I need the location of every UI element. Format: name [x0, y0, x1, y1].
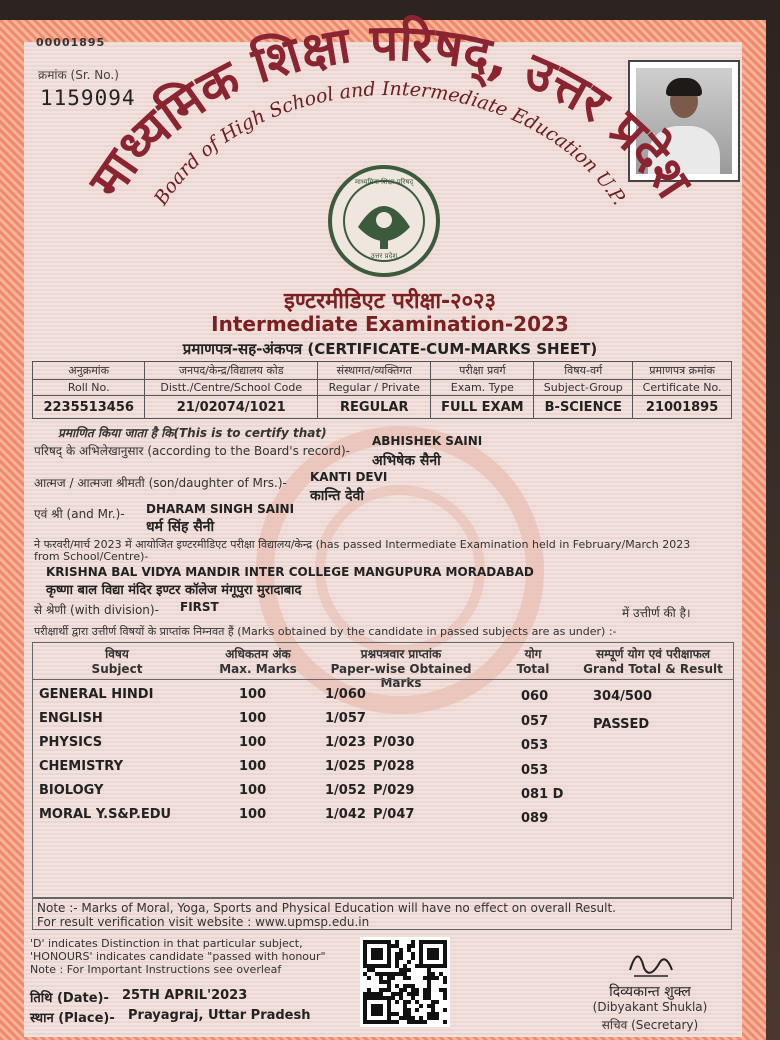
info-header-en: Regular / Private [318, 380, 431, 396]
subject-practical: P/047 [373, 807, 415, 822]
school-code: 21/02074/1021 [145, 396, 318, 419]
col-total-header: योग Total [516, 647, 550, 676]
board-title-english: Board of High School and Intermediate Education U.P. [149, 77, 631, 210]
info-header-row-english [33, 380, 732, 396]
footnote-instructions: Note : For Important Instructions see overleaf [30, 963, 282, 976]
subject-max: 100 [239, 783, 267, 798]
subject-name: PHYSICS [39, 735, 103, 750]
secretary-name-english: (Dibyakant Shukla) [592, 1000, 708, 1014]
subject-total: 089 [521, 811, 549, 826]
subject-paper: 1/042 [325, 807, 366, 822]
footnote-honours: 'HONOURS' indicates candidate "passed with honour" [30, 950, 326, 963]
candidate-info-table [32, 361, 732, 419]
subject-total: 081 D [521, 787, 564, 802]
footnote-distinction: 'D' indicates Distinction in that particular subject, [30, 937, 303, 950]
certify-line: प्रमाणित किया जाता है कि(This is to certify that) [58, 426, 327, 440]
roll-no: 2235513456 [33, 396, 145, 419]
subject-total: 057 [521, 714, 549, 729]
col-subject-header: विषय Subject [91, 647, 143, 676]
passed-line: ने फरवरी/मार्च 2023 में आयोजित इण्टरमीडिएट परीक्षा विद्यालय/केन्द्र (has passed Intermediate Examination held in February/March 2023 [34, 538, 691, 551]
board-title-hindi: माध्यमिक शिक्षा परिषद्, उत्तर प्रदेश [77, 13, 703, 209]
father-name-english: DHARAM SINGH SAINI [146, 502, 295, 516]
info-header-hi: विषय-वर्ग [534, 362, 633, 380]
subject-practical: P/029 [373, 783, 415, 798]
qr-code [360, 937, 450, 1027]
uttirn-text: में उत्तीर्ण की है। [622, 606, 691, 620]
regular-private: REGULAR [318, 396, 431, 419]
subject-paper: 1/023 [325, 735, 366, 750]
secretary-title: सचिव (Secretary) [601, 1018, 699, 1032]
subject-max: 100 [239, 759, 267, 774]
from-school-label: from School/Centre)- [34, 550, 149, 563]
father-name-hindi: धर्म सिंह सैनी [146, 519, 215, 535]
candidate-name-hindi: अभिषेक सैनी [372, 453, 441, 469]
info-header-row-hindi [33, 362, 732, 380]
sr-no-label: क्रमांक (Sr. No.) [38, 68, 119, 82]
sr-no-value: 1159094 [40, 86, 136, 110]
info-header-en: Exam. Type [431, 380, 534, 396]
subject-max: 100 [239, 687, 267, 702]
info-header-en: Certificate No. [633, 380, 732, 396]
exam-title-hindi: इण्टरमीडिएट परीक्षा-२०२३ [284, 289, 496, 314]
result-status: PASSED [593, 717, 650, 732]
note-box [32, 897, 732, 930]
info-value-row [33, 396, 732, 419]
subject-name: CHEMISTRY [39, 759, 124, 774]
subject-total: 053 [521, 763, 549, 778]
note-line-1: Note :- Marks of Moral, Yoga, Sports and Physical Education will have no effect on overall Result. [37, 901, 616, 915]
subject-name: ENGLISH [39, 711, 103, 726]
place-label: स्थान (Place)- [30, 1011, 115, 1026]
school-name-hindi: कृष्णा बाल विद्या मंदिर इण्टर कॉलेज मंगूपुरा मुरादाबाद [46, 583, 302, 598]
col-paper-header: प्रश्नपत्रवार प्राप्तांक Paper-wise Obtained Marks [330, 647, 472, 690]
info-header-hi: अनुक्रमांक [33, 362, 145, 380]
subject-paper: 1/025 [325, 759, 366, 774]
col-max-header: अधिकतम अंक Max. Marks [219, 647, 297, 676]
secretary-signature [620, 940, 680, 984]
exam-type: FULL EXAM [431, 396, 534, 419]
marks-intro-line: परीक्षार्थी द्वारा उत्तीर्ण विषयों के प्राप्तांक निम्नवत हैं (Marks obtained by the candidate in passed subjects are as under) :- [34, 625, 617, 638]
info-header-en: Distt./Centre/School Code [145, 380, 318, 396]
division-value: FIRST [180, 600, 219, 614]
subject-practical: P/030 [373, 735, 415, 750]
info-header-hi: संस्थागत/व्यक्तिगत [318, 362, 431, 380]
subject-name: BIOLOGY [39, 783, 104, 798]
subject-total: 053 [521, 738, 549, 753]
subject-max: 100 [239, 735, 267, 750]
issue-place: Prayagraj, Uttar Pradesh [128, 1008, 311, 1023]
secretary-name-hindi: दिव्यकान्त शुक्ल [609, 984, 691, 1000]
note-line-2: For result verification visit website : www.upmsp.edu.in [37, 915, 370, 929]
subject-name: GENERAL HINDI [39, 687, 154, 702]
seal-text-bottom: उत्तर प्रदेश [370, 252, 398, 260]
mother-name-hindi: कान्ति देवी [310, 488, 365, 504]
info-header-hi: प्रमाणपत्र क्रमांक [633, 362, 732, 380]
seal-text-top: माध्यमिक शिक्षा परिषद् [354, 178, 414, 186]
school-name-english: KRISHNA BAL VIDYA MANDIR INTER COLLEGE MANGUPURA MORADABAD [46, 565, 534, 579]
subject-paper: 1/052 [325, 783, 366, 798]
subject-total: 060 [521, 689, 549, 704]
certificate-title: प्रमाणपत्र-सह-अंकपत्र (CERTIFICATE-CUM-MARKS SHEET) [182, 340, 598, 358]
subject-group: B-SCIENCE [534, 396, 633, 419]
subject-practical: P/028 [373, 759, 415, 774]
father-label: एवं श्री (and Mr.)- [34, 507, 125, 521]
date-label: तिथि (Date)- [30, 991, 109, 1006]
subject-paper: 1/057 [325, 711, 366, 726]
info-header-en: Roll No. [33, 380, 145, 396]
marks-header-divider [33, 679, 733, 680]
exam-title-english: Intermediate Examination-2023 [211, 312, 569, 336]
info-header-hi: जनपद/केन्द्र/विद्यालय कोड [145, 362, 318, 380]
info-header-en: Subject-Group [534, 380, 633, 396]
mother-name-english: KANTI DEVI [310, 470, 388, 484]
candidate-name-english: ABHISHEK SAINI [372, 434, 483, 448]
subject-name: MORAL Y.S&P.EDU [39, 807, 172, 822]
division-label: से श्रेणी (with division)- [34, 603, 159, 617]
marks-table [32, 642, 734, 899]
record-line: परिषद् के अभिलेखानुसार (according to the Board's record)- [34, 444, 350, 458]
info-header-hi: परीक्षा प्रवर्ग [431, 362, 534, 380]
grand-total: 304/500 [593, 689, 653, 704]
serial-number-top: 00001895 [36, 36, 106, 49]
subject-max: 100 [239, 711, 267, 726]
certificate-no: 21001895 [633, 396, 732, 419]
subject-max: 100 [239, 807, 267, 822]
mother-label: आत्मज / आत्मजा श्रीमती (son/daughter of Mrs.)- [34, 476, 287, 490]
col-grand-header: सम्पूर्ण योग एवं परीक्षाफल Grand Total & Result [583, 647, 723, 676]
issue-date: 25TH APRIL'2023 [122, 988, 248, 1003]
subject-paper: 1/060 [325, 687, 366, 702]
